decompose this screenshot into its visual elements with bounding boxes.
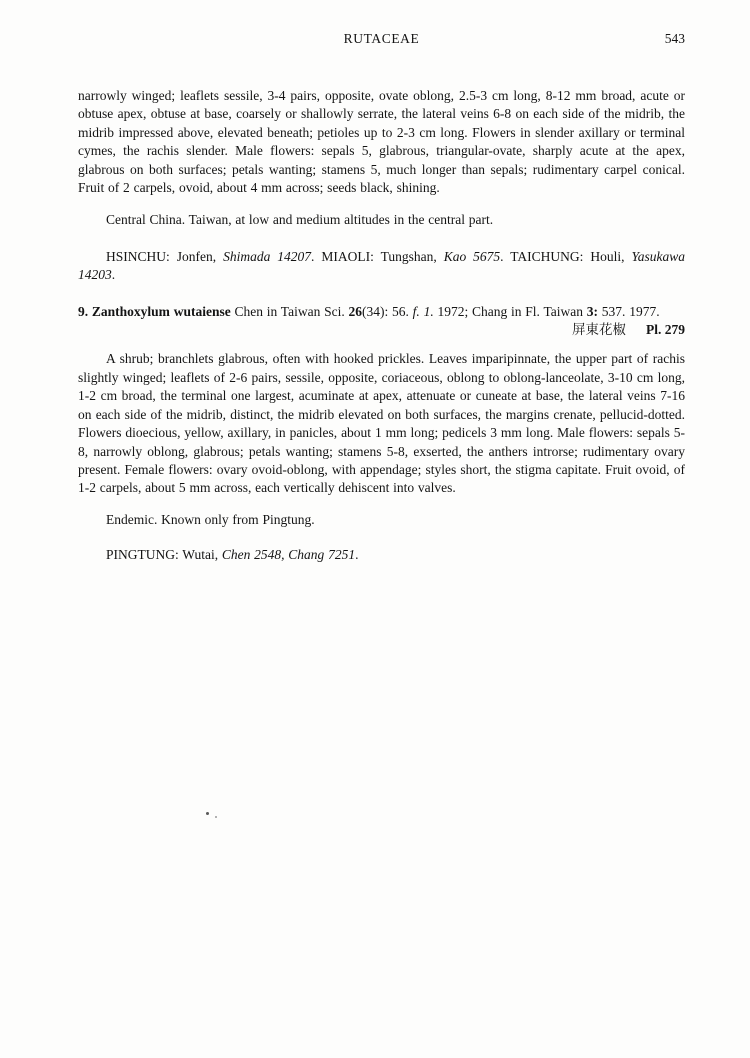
specimen-collector: Yasukawa 14203 [78,248,685,283]
species-description: A shrub; branchlets glabrous, often with hooked prickles. Leaves imparipinnate, the upper part of rachis slightly winged; leaflets of 2-6 pairs, sessile, opposite, coriaceous, oblong to oblong-lanceolate, 3-10 cm long, 1-2 cm broad, the terminal one largest, acuminate at apex, attenuate or cuneate at base, the lateral veins 7-16 on each side of the midrib, distinct, the midrib elevated on both surfaces, the margins crenate, pellucid-dotted. Flowers dioecious, yellow, axillary, in panicles, about 1 mm long; pedicels 3 mm long. Male flowers: sepals 5-8, narrowly oblong, glabrous; petals wanting; stamens 5-8, exserted, the anthers introrse; rudimentary ovary present. Female flowers: ovary ovoid-oblong, with appendage; styles short, the stigma capitate. Fruit ovoid, of 1-2 carpels, about 5 mm across, each vertically dehiscent into valves. [78,351,685,496]
specimen-text: . TAICHUNG: Houli, [500,248,632,264]
chinese-name: 屏東花椒 [572,322,626,338]
species-heading [78,303,685,321]
species-heading-line2 [78,321,685,339]
specimen-collector: Kao 5675 [443,248,501,264]
species-heading-block [78,303,685,340]
species-name: 9. Zanthoxylum wutaiense [78,303,231,319]
page-number: 543 [664,31,685,46]
running-title: RUTACEAE [343,31,420,46]
page-content [78,30,685,565]
previous-species-distribution: Central China. Taiwan, at low and medium altitudes in the central part. [106,212,494,228]
specimen-text: . [355,547,359,563]
scan-speck [215,816,217,818]
specimen-collector: Shimada 14207 [223,248,312,264]
heading-citation: (34): 56. [362,303,413,319]
specimen-text: . [111,267,116,283]
heading-figure-ref: f. 1. [412,303,434,319]
heading-volume: 26 [348,303,362,319]
scan-speck [206,812,209,815]
heading-citation: Chen in Taiwan Sci. [230,303,349,319]
plate-reference: Pl. 279 [646,322,685,338]
species-distribution: Endemic. Known only from Pingtung. [106,511,315,527]
running-header [78,30,685,48]
specimen-text: . MIAOLI: Tungshan, [311,248,444,264]
specimen-text: PINGTUNG: Wutai, [106,547,222,563]
specimen-text: HSINCHU: Jonfen, [106,248,224,264]
heading-volume: 3: [586,303,599,319]
previous-species-specimens [78,248,685,285]
heading-citation: 537. 1977. [598,303,660,319]
previous-species-description: narrowly winged; leaflets sessile, 3-4 pairs, opposite, ovate oblong, 2.5-3 cm long, 8-12 mm broad, acute or obtuse apex, obtuse at base, coarsely or shallowly serrate, the lateral veins 6-8 on each side of the midrib, the midrib impressed above, elevated beneath; petioles up to 2-3 cm long. Flowers in slender axillary or terminal cymes, the rachis slender. Male flowers: sepals 5, glabrous, triangular-ovate, sharply acute at the apex, glabrous on both surfaces; petals wanting; stamens 5, much longer than sepals; rudimentary carpel conical. Fruit of 2 carpels, ovoid, about 4 mm across; seeds black, shining. [78,88,685,196]
heading-citation: 1972; Chang in Fl. Taiwan [433,303,587,319]
species-specimens [78,546,685,564]
specimen-collector: Chen 2548, Chang 7251 [221,547,356,563]
